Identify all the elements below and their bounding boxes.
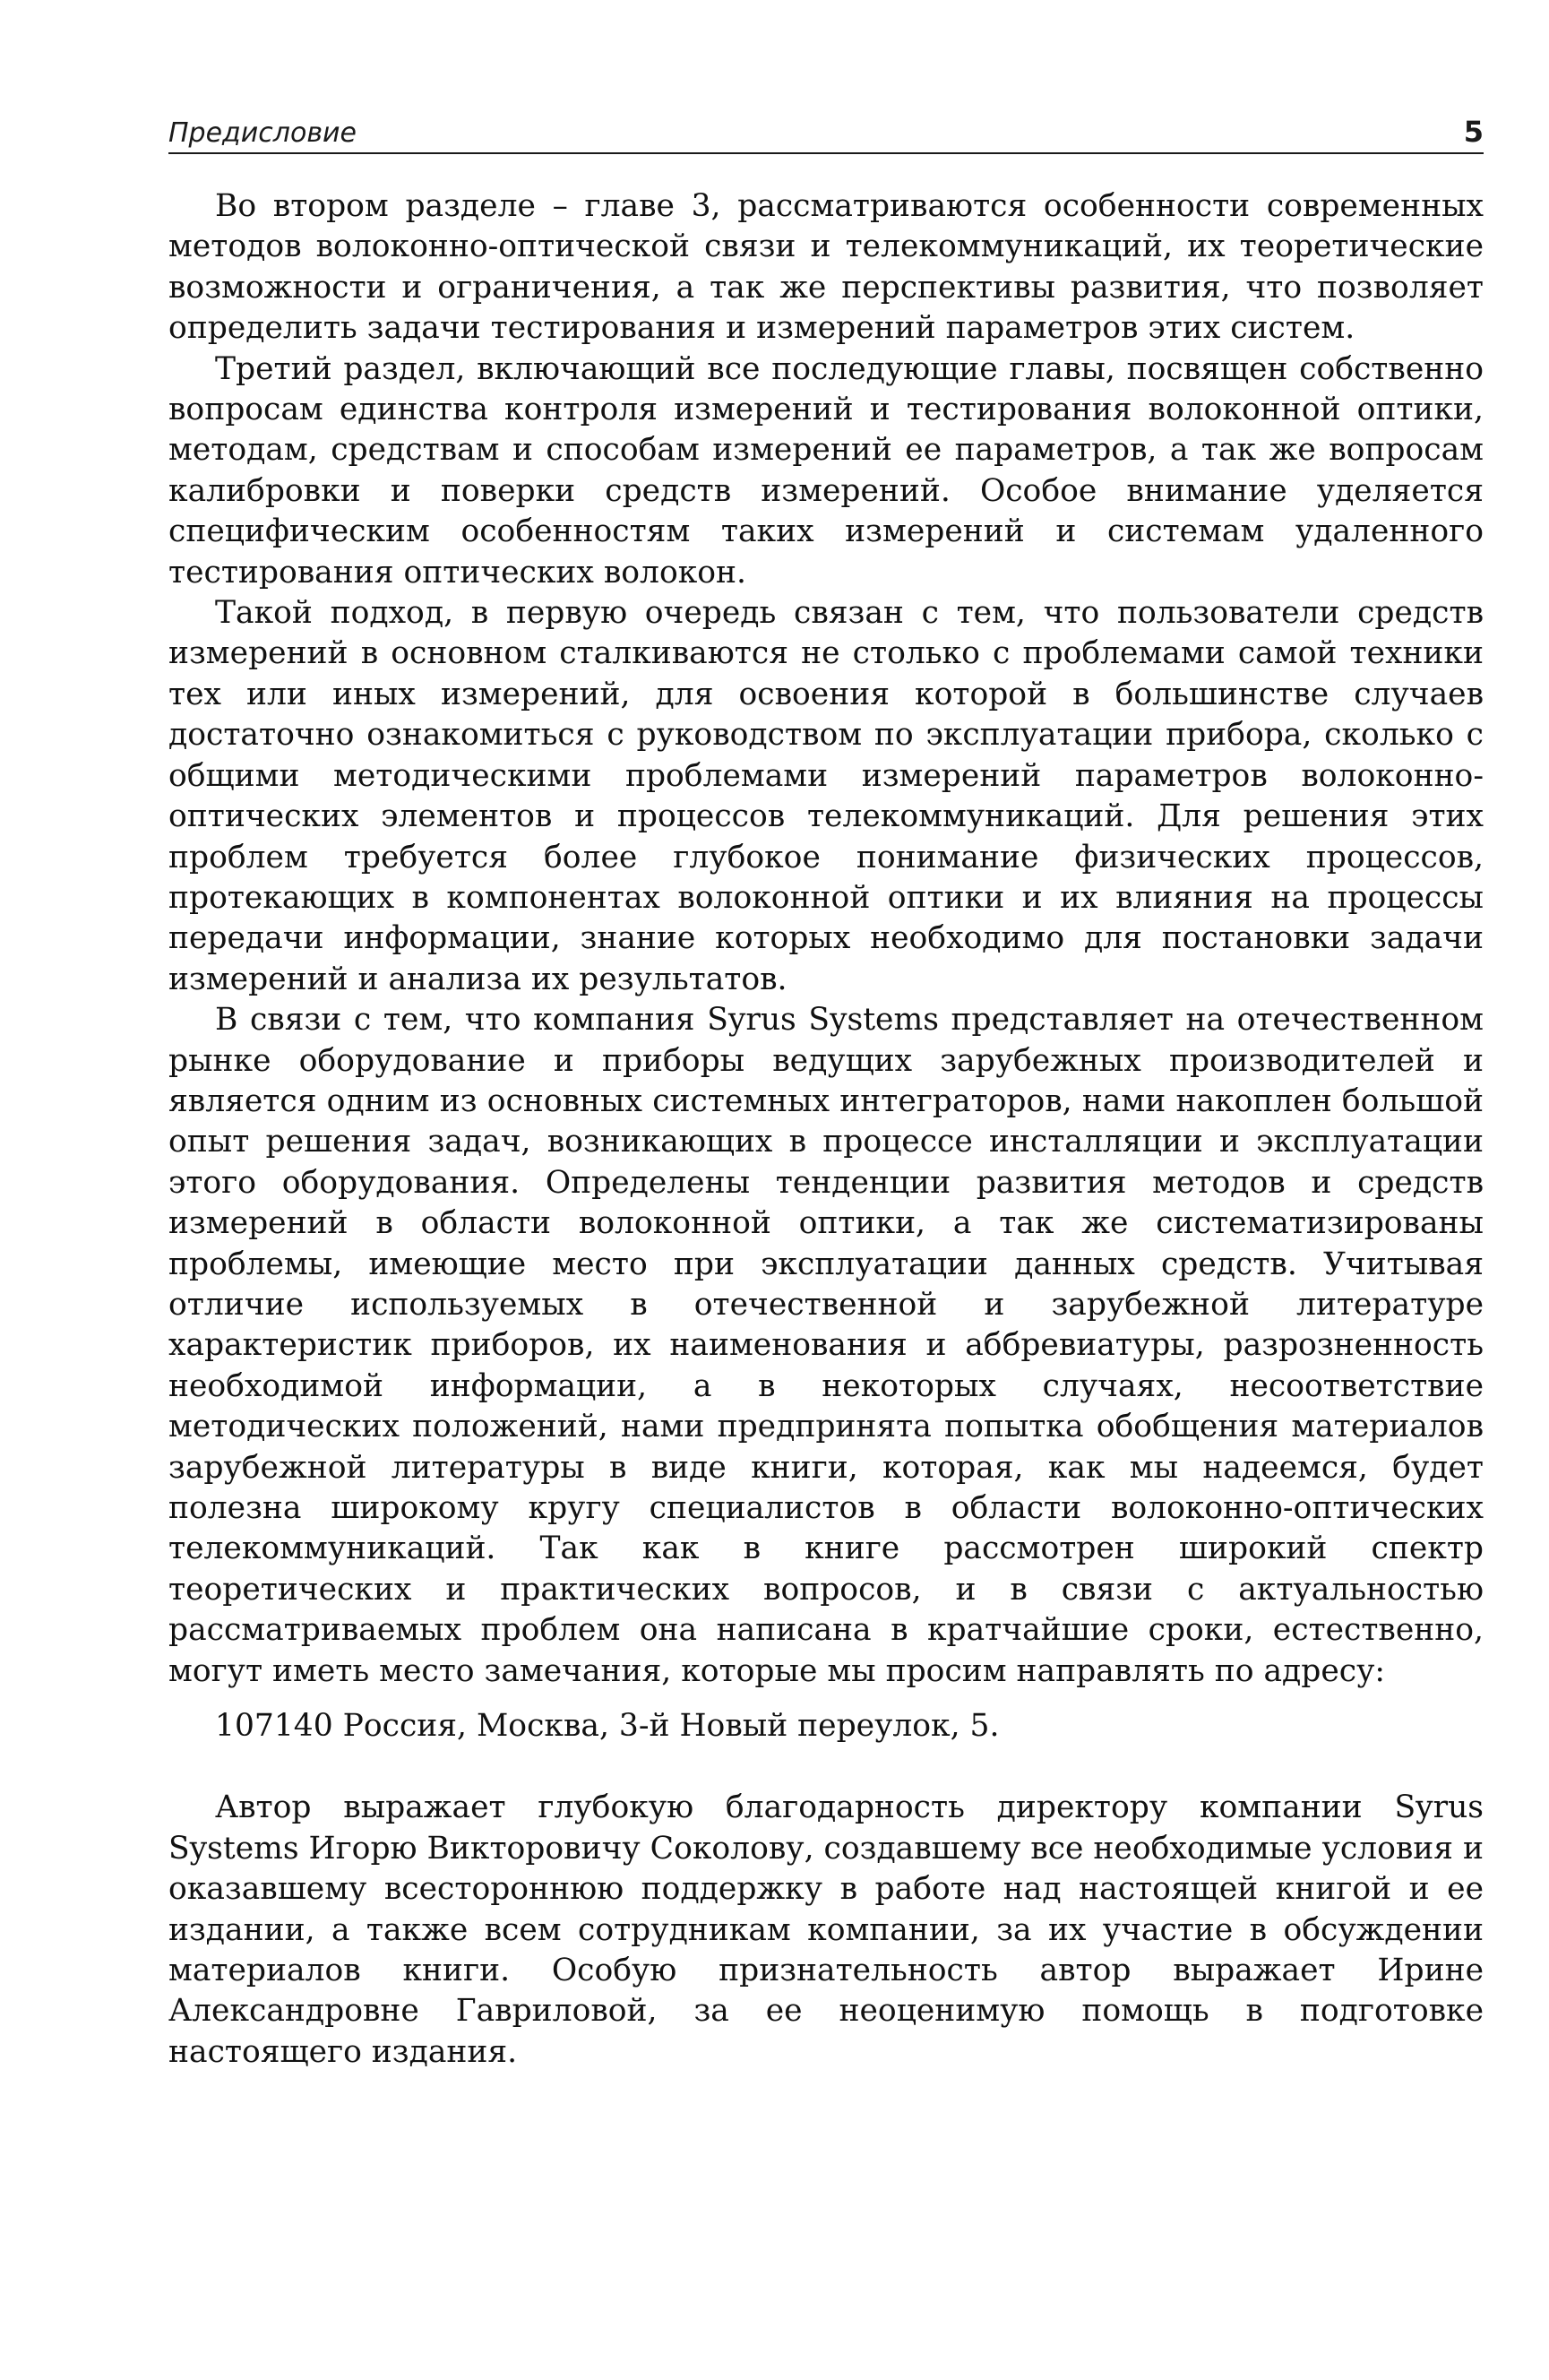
mailing-address: 107140 Россия, Москва, 3-й Новый переулок, 5.	[215, 1708, 1000, 1745]
page-number: 5	[1463, 115, 1484, 149]
paragraph: В связи с тем, что компания Syrus Systems представляет на отечественном рынке оборудование и приборы ведущих зарубежных производителей и является одним из основных системных интеграторов, нами накоплен большой опыт решения задач, возникающих в процессе инсталляции и эксплуатации этого оборудования. Определены тенденции развития методов и средств измерений в области волоконной оптики, а так же систематизированы проблемы, имеющие место при эксплуатации данных средств. Учитывая отличие используемых в отечественной и зарубежной литературе характеристик приборов, их наименования и аббревиатуры, разрозненность необходимой информации, а в некоторых случаях, несоответствие методических положений, нами предпринята попытка обобщения материалов зарубежной литературы в виде книги, которая, как мы надеемся, будет полезна широкому кругу специалистов в области волоконно-оптических телекоммуникаций. Так как в книге рассмотрен широкий спектр теоретических и практических вопросов, и в связи с актуальностью рассматриваемых проблем она написана в кратчайшие сроки, естественно, могут иметь место замечания, которые мы просим направлять по адресу:	[168, 1002, 1484, 1689]
body-text	[168, 186, 1484, 2073]
paragraph: Во втором разделе – главе 3, рассматриваются особенности современных методов волоконно-оптической связи и телекоммуникаций, их теоретические возможности и ограничения, а так же перспективы развития, что позволяет определить задачи тестирования и измерений параметров этих систем.	[168, 188, 1484, 347]
section-title: Предисловие	[168, 117, 357, 149]
paragraph: Третий раздел, включающий все последующие главы, посвящен собственно вопросам единства контроля измерений и тестирования волоконной оптики, методам, средствам и способам измерений ее параметров, а так же вопросам калибровки и поверки средств измерений. Особое внимание уделяется специфическим особенностям таких измерений и системам удаленного тестирования оптических волокон.	[168, 350, 1484, 591]
document-page	[168, 106, 1484, 2073]
running-header	[168, 106, 1484, 154]
acknowledgement-paragraph: Автор выражает глубокую благодарность директору компании Syrus Systems Игорю Викторовичу Соколову, создавшему все необходимые условия и оказавшему всестороннюю поддержку в работе над настоящей книгой и ее издании, а также всем сотрудникам компании, за их участие в обсуждении материалов книги. Особую признательность автор выражает Ирине Александровне Гавриловой, за ее неоценимую помощь в подготовке настоящего издания.	[168, 1789, 1484, 2070]
paragraph: Такой подход, в первую очередь связан с тем, что пользователи средств измерений в основном сталкиваются не столько с проблемами самой техники тех или иных измерений, для освоения которой в большинстве случаев достаточно ознакомиться с руководством по эксплуатации прибора, сколько с общими методическими проблемами измерений параметров волоконно-оптических элементов и процессов телекоммуникаций. Для решения этих проблем требуется более глубокое понимание физических процессов, протекающих в компонентах волоконной оптики и их влияния на процессы передачи информации, знание которых необходимо для постановки задачи измерений и анализа их результатов.	[168, 595, 1484, 997]
